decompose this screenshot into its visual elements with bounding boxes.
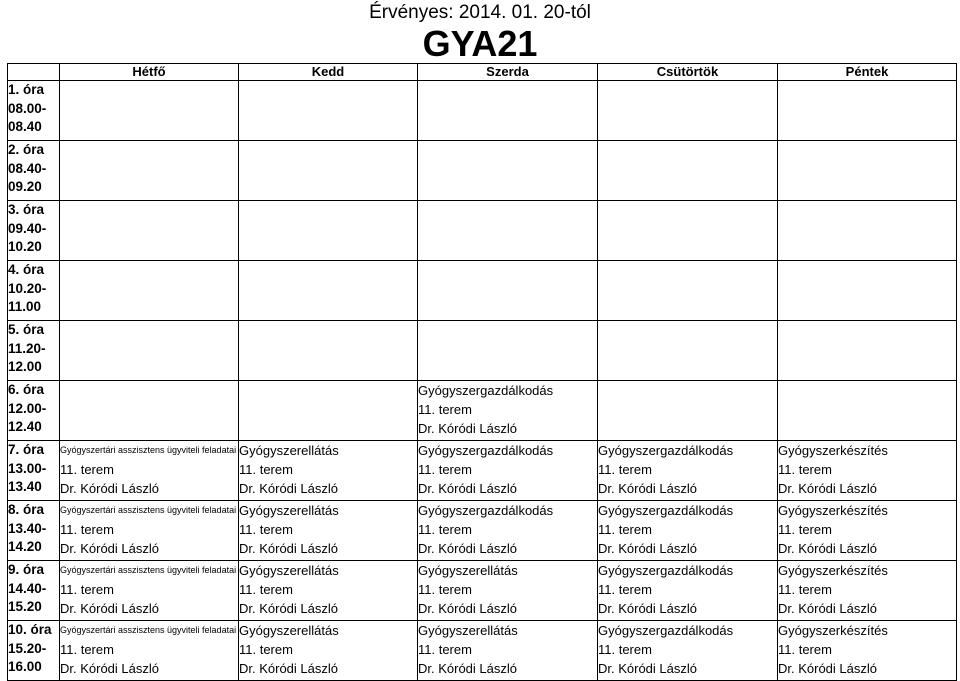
empty-cell <box>778 381 957 441</box>
period-label-line: 09.20 <box>8 179 42 194</box>
day-header: Kedd <box>239 64 418 81</box>
period-label-line: 13.00- <box>8 460 47 476</box>
period-label <box>8 141 60 201</box>
lesson-teacher: Dr. Kóródi László <box>418 481 517 496</box>
lesson-room: 11. terem <box>778 462 832 477</box>
lesson-cell <box>598 441 778 501</box>
lesson-teacher: Dr. Kóródi László <box>778 661 877 676</box>
period-row <box>8 561 957 621</box>
lesson-cell <box>239 621 418 681</box>
empty-cell <box>239 381 418 441</box>
period-label-line: 08.40 <box>8 119 42 134</box>
lesson-teacher: Dr. Kóródi László <box>418 601 517 616</box>
period-label <box>8 201 60 261</box>
lesson-teacher: Dr. Kóródi László <box>418 541 517 556</box>
lesson-subject: Gyógyszerellátás <box>418 563 518 578</box>
lesson-room: 11. terem <box>418 402 472 417</box>
lesson-subject: Gyógyszergazdálkodás <box>598 623 734 638</box>
lesson-cell <box>239 561 418 621</box>
period-label <box>8 621 60 681</box>
empty-cell <box>598 141 778 201</box>
period-row <box>8 621 957 681</box>
period-label <box>8 81 60 141</box>
period-label-line: 14.40- <box>8 580 47 596</box>
lesson-cell <box>239 441 418 501</box>
empty-cell <box>598 261 778 321</box>
period-label-line: 11.20- <box>8 340 46 356</box>
period-label-line: 15.20- <box>8 640 47 656</box>
period-label <box>8 261 60 321</box>
empty-cell <box>418 201 598 261</box>
empty-cell <box>239 201 418 261</box>
lesson-cell <box>418 501 598 561</box>
empty-cell <box>60 261 239 321</box>
period-label-line: 14.20 <box>8 539 42 554</box>
period-label <box>8 561 60 621</box>
day-header: Péntek <box>778 64 957 81</box>
lesson-room: 11. terem <box>418 582 472 597</box>
period-label-line: 13.40- <box>8 520 47 536</box>
lesson-room: 11. terem <box>239 642 293 657</box>
empty-cell <box>239 81 418 141</box>
lesson-room: 11. terem <box>60 642 114 657</box>
period-row <box>8 261 957 321</box>
period-label-line: 6. óra <box>8 382 45 397</box>
empty-cell <box>60 141 239 201</box>
lesson-subject: Gyógyszerkészítés <box>778 623 888 638</box>
empty-cell <box>778 201 957 261</box>
period-label-line: 1. óra <box>8 82 45 97</box>
lesson-subject: Gyógyszerellátás <box>239 503 339 518</box>
lesson-teacher: Dr. Kóródi László <box>60 601 159 616</box>
period-label-line: 8. óra <box>8 502 45 517</box>
empty-cell <box>598 321 778 381</box>
lesson-room: 11. terem <box>60 522 114 537</box>
lesson-cell <box>778 501 957 561</box>
lesson-subject: Gyógyszertári asszisztens ügyviteli feladatai <box>60 445 237 455</box>
period-label-line: 10.20 <box>8 239 42 254</box>
lesson-subject: Gyógyszergazdálkodás <box>418 443 554 458</box>
period-label-line: 4. óra <box>8 262 45 277</box>
lesson-subject: Gyógyszergazdálkodás <box>598 503 734 518</box>
lesson-subject: Gyógyszerellátás <box>239 563 339 578</box>
period-label-line: 5. óra <box>8 322 45 337</box>
lesson-teacher: Dr. Kóródi László <box>778 541 877 556</box>
period-label-line: 7. óra <box>8 442 45 457</box>
lesson-teacher: Dr. Kóródi László <box>598 481 697 496</box>
lesson-teacher: Dr. Kóródi László <box>598 661 697 676</box>
period-label <box>8 501 60 561</box>
period-row <box>8 381 957 441</box>
lesson-subject: Gyógyszergazdálkodás <box>418 383 554 398</box>
empty-cell <box>778 261 957 321</box>
lesson-cell <box>598 561 778 621</box>
class-title: GYA21 <box>422 23 538 64</box>
day-header-row <box>8 64 957 81</box>
empty-cell <box>778 141 957 201</box>
period-label-line: 09.40- <box>8 220 47 236</box>
lesson-teacher: Dr. Kóródi László <box>598 601 697 616</box>
period-row <box>8 441 957 501</box>
lesson-subject: Gyógyszerkészítés <box>778 443 888 458</box>
lesson-teacher: Dr. Kóródi László <box>598 541 697 556</box>
lesson-cell <box>778 561 957 621</box>
lesson-cell <box>418 621 598 681</box>
period-row <box>8 321 957 381</box>
period-label-line: 3. óra <box>8 202 45 217</box>
lesson-teacher: Dr. Kóródi László <box>60 661 159 676</box>
lesson-room: 11. terem <box>239 462 293 477</box>
lesson-subject: Gyógyszerellátás <box>239 623 339 638</box>
lesson-cell <box>598 621 778 681</box>
lesson-room: 11. terem <box>418 462 472 477</box>
lesson-cell <box>778 621 957 681</box>
empty-cell <box>60 321 239 381</box>
empty-cell <box>598 381 778 441</box>
lesson-cell <box>418 561 598 621</box>
lesson-subject: Gyógyszerkészítés <box>778 503 888 518</box>
lesson-room: 11. terem <box>418 642 472 657</box>
lesson-cell <box>418 441 598 501</box>
period-label-line: 08.00- <box>8 100 47 116</box>
lesson-teacher: Dr. Kóródi László <box>778 481 877 496</box>
period-row <box>8 501 957 561</box>
lesson-room: 11. terem <box>778 522 832 537</box>
lesson-subject: Gyógyszergazdálkodás <box>598 443 734 458</box>
lesson-cell <box>598 501 778 561</box>
lesson-room: 11. terem <box>598 522 652 537</box>
empty-cell <box>60 381 239 441</box>
lesson-room: 11. terem <box>239 522 293 537</box>
lesson-room: 11. terem <box>60 462 114 477</box>
empty-cell <box>598 201 778 261</box>
period-label-line: 12.00- <box>8 400 47 416</box>
period-label <box>8 321 60 381</box>
lesson-cell <box>60 501 239 561</box>
period-label-line: 13.40 <box>8 479 42 494</box>
period-label-line: 08.40- <box>8 160 47 176</box>
day-header: Csütörtök <box>598 64 778 81</box>
lesson-teacher: Dr. Kóródi László <box>418 661 517 676</box>
period-label-line: 12.00 <box>8 359 42 374</box>
lesson-room: 11. terem <box>598 582 652 597</box>
period-row <box>8 141 957 201</box>
period-label-line: 12.40 <box>8 419 42 434</box>
lesson-subject: Gyógyszergazdálkodás <box>598 563 734 578</box>
period-label-line: 9. óra <box>8 562 45 577</box>
empty-cell <box>418 321 598 381</box>
lesson-teacher: Dr. Kóródi László <box>239 661 338 676</box>
lesson-subject: Gyógyszerellátás <box>239 443 339 458</box>
lesson-subject: Gyógyszertári asszisztens ügyviteli feladatai <box>60 625 237 635</box>
period-label-line: 10. óra <box>8 622 52 637</box>
day-header: Szerda <box>418 64 598 81</box>
empty-cell <box>778 321 957 381</box>
day-header: Hétfő <box>60 64 239 81</box>
lesson-cell <box>60 441 239 501</box>
lesson-cell <box>60 621 239 681</box>
period-label-line: 15.20 <box>8 599 42 614</box>
validity-date: Érvényes: 2014. 01. 20-tól <box>369 2 591 23</box>
period-label-line: 2. óra <box>8 142 45 157</box>
lesson-cell <box>418 381 598 441</box>
lesson-teacher: Dr. Kóródi László <box>239 481 338 496</box>
lesson-room: 11. terem <box>60 582 114 597</box>
period-label-line: 11.00 <box>8 299 42 314</box>
lesson-teacher: Dr. Kóródi László <box>239 541 338 556</box>
lesson-subject: Gyógyszertári asszisztens ügyviteli feladatai <box>60 565 237 575</box>
empty-cell <box>239 321 418 381</box>
lesson-room: 11. terem <box>598 462 652 477</box>
empty-cell <box>418 261 598 321</box>
lesson-teacher: Dr. Kóródi László <box>239 601 338 616</box>
empty-cell <box>60 201 239 261</box>
period-row <box>8 81 957 141</box>
lesson-room: 11. terem <box>598 642 652 657</box>
empty-cell <box>60 81 239 141</box>
lesson-room: 11. terem <box>778 642 832 657</box>
corner-cell <box>8 64 60 81</box>
timetable <box>7 63 957 681</box>
period-label <box>8 441 60 501</box>
empty-cell <box>598 81 778 141</box>
lesson-subject: Gyógyszerellátás <box>418 623 518 638</box>
empty-cell <box>239 261 418 321</box>
empty-cell <box>418 81 598 141</box>
period-row <box>8 201 957 261</box>
lesson-cell <box>778 441 957 501</box>
lesson-room: 11. terem <box>418 522 472 537</box>
lesson-teacher: Dr. Kóródi László <box>418 421 517 436</box>
lesson-teacher: Dr. Kóródi László <box>778 601 877 616</box>
empty-cell <box>778 81 957 141</box>
lesson-subject: Gyógyszerkészítés <box>778 563 888 578</box>
period-label-line: 16.00 <box>8 659 42 674</box>
empty-cell <box>239 141 418 201</box>
period-label-line: 10.20- <box>8 280 47 296</box>
lesson-cell <box>239 501 418 561</box>
lesson-cell <box>60 561 239 621</box>
lesson-subject: Gyógyszergazdálkodás <box>418 503 554 518</box>
empty-cell <box>418 141 598 201</box>
lesson-room: 11. terem <box>778 582 832 597</box>
lesson-room: 11. terem <box>239 582 293 597</box>
period-label <box>8 381 60 441</box>
lesson-teacher: Dr. Kóródi László <box>60 481 159 496</box>
lesson-teacher: Dr. Kóródi László <box>60 541 159 556</box>
lesson-subject: Gyógyszertári asszisztens ügyviteli feladatai <box>60 505 237 515</box>
